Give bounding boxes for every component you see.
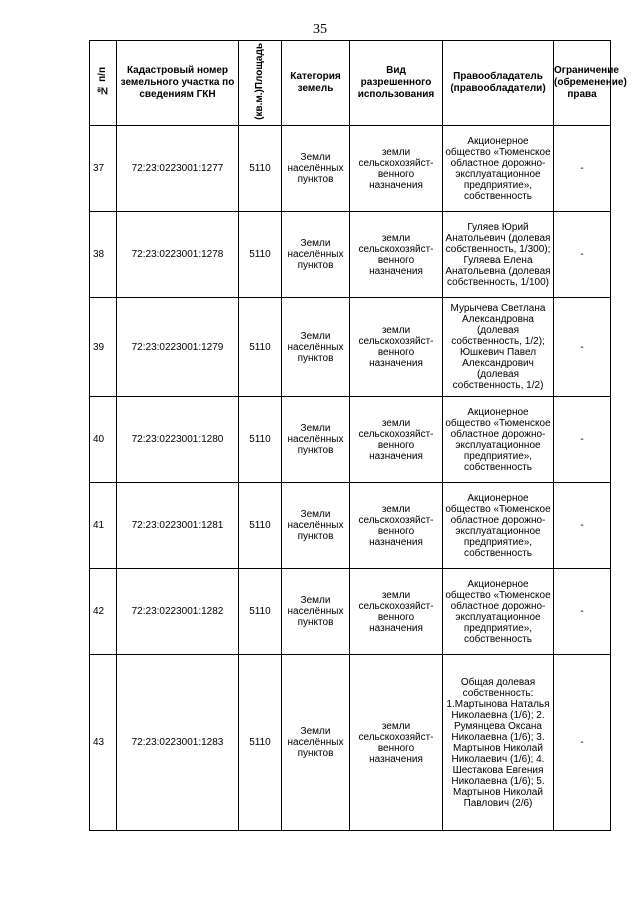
cell-owner: Акционерное общество «Тюменское областное дорожно-эксплуатационное предприятие», собственность <box>443 569 554 655</box>
cell-area: 5110 <box>239 569 282 655</box>
table-row <box>90 655 611 831</box>
cell-restriction: - <box>554 126 611 212</box>
cell-use: земли сельскохозяйст-венного назначения <box>350 212 443 298</box>
cell-restriction: - <box>554 397 611 483</box>
table-row <box>90 569 611 655</box>
cell-restriction: - <box>554 212 611 298</box>
header-category: Категория земель <box>282 41 350 126</box>
header-owner: Правообладатель (правообладатели) <box>443 41 554 126</box>
cell-area: 5110 <box>239 397 282 483</box>
cell-num: 41 <box>90 483 117 569</box>
cell-owner: Акционерное общество «Тюменское областное дорожно-эксплуатационное предприятие», собственность <box>443 397 554 483</box>
cell-use: земли сельскохозяйст-венного назначения <box>350 569 443 655</box>
cell-use: земли сельскохозяйст-венного назначения <box>350 126 443 212</box>
cell-cadastral: 72:23:0223001:1278 <box>117 212 239 298</box>
cell-restriction: - <box>554 483 611 569</box>
cell-cadastral: 72:23:0223001:1280 <box>117 397 239 483</box>
cell-num: 43 <box>90 655 117 831</box>
cell-area: 5110 <box>239 483 282 569</box>
table-row <box>90 397 611 483</box>
cell-num: 37 <box>90 126 117 212</box>
header-num: № п/п <box>90 41 117 126</box>
cell-owner: Мурычева Светлана Александровна (долевая собственность, 1/2); Юшкевич Павел Александрович (долевая собственность, 1/2) <box>443 298 554 397</box>
cell-area: 5110 <box>239 298 282 397</box>
cell-cadastral: 72:23:0223001:1281 <box>117 483 239 569</box>
cell-area: 5110 <box>239 212 282 298</box>
cell-cadastral: 72:23:0223001:1283 <box>117 655 239 831</box>
cell-category: Земли населённых пунктов <box>282 126 350 212</box>
header-restriction: Ограничение (обременение) права <box>554 41 611 126</box>
cell-restriction: - <box>554 569 611 655</box>
header-area: (кв.м.)Площадь <box>239 41 282 126</box>
table-row <box>90 212 611 298</box>
table-row <box>90 126 611 212</box>
cell-owner: Акционерное общество «Тюменское областное дорожно-эксплуатационное предприятие», собственность <box>443 483 554 569</box>
table-row <box>90 483 611 569</box>
cell-restriction: - <box>554 298 611 397</box>
cell-area: 5110 <box>239 126 282 212</box>
header-cadastral: Кадастровый номер земельного участка по сведениям ГКН <box>117 41 239 126</box>
cell-cadastral: 72:23:0223001:1282 <box>117 569 239 655</box>
cell-category: Земли населённых пунктов <box>282 397 350 483</box>
cell-use: земли сельскохозяйст-венного назначения <box>350 397 443 483</box>
table-header-row <box>90 41 611 126</box>
cell-category: Земли населённых пунктов <box>282 569 350 655</box>
page-number: 35 <box>313 22 327 37</box>
land-plots-table <box>89 40 627 831</box>
header-use: Вид разрешенного использования <box>350 41 443 126</box>
cell-cadastral: 72:23:0223001:1277 <box>117 126 239 212</box>
cell-use: земли сельскохозяйст-венного назначения <box>350 298 443 397</box>
cell-restriction: - <box>554 655 611 831</box>
cell-category: Земли населённых пунктов <box>282 298 350 397</box>
cell-category: Земли населённых пунктов <box>282 655 350 831</box>
cell-use: земли сельскохозяйст-венного назначения <box>350 483 443 569</box>
cell-num: 40 <box>90 397 117 483</box>
cell-use: земли сельскохозяйст-венного назначения <box>350 655 443 831</box>
cell-owner: Общая долевая собственность: 1.Мартынова Наталья Николаевна (1/6); 2. Румянцева Оксана Николаевна (1/6); 3. Мартынов Николай Николаевич (1/6); 4. Шестакова Евгения Николаевна (1/6); 5. Мартынов Николай Павлович (2/6) <box>443 655 554 831</box>
cell-owner: Гуляев Юрий Анатольевич (долевая собственность, 1/300); Гуляева Елена Анатольевна (долевая собственность, 1/100) <box>443 212 554 298</box>
cell-num: 38 <box>90 212 117 298</box>
cell-category: Земли населённых пунктов <box>282 212 350 298</box>
cell-area: 5110 <box>239 655 282 831</box>
cell-category: Земли населённых пунктов <box>282 483 350 569</box>
cell-num: 42 <box>90 569 117 655</box>
cell-owner: Акционерное общество «Тюменское областное дорожно-эксплуатационное предприятие», собственность <box>443 126 554 212</box>
table-row <box>90 298 611 397</box>
cell-num: 39 <box>90 298 117 397</box>
cell-cadastral: 72:23:0223001:1279 <box>117 298 239 397</box>
